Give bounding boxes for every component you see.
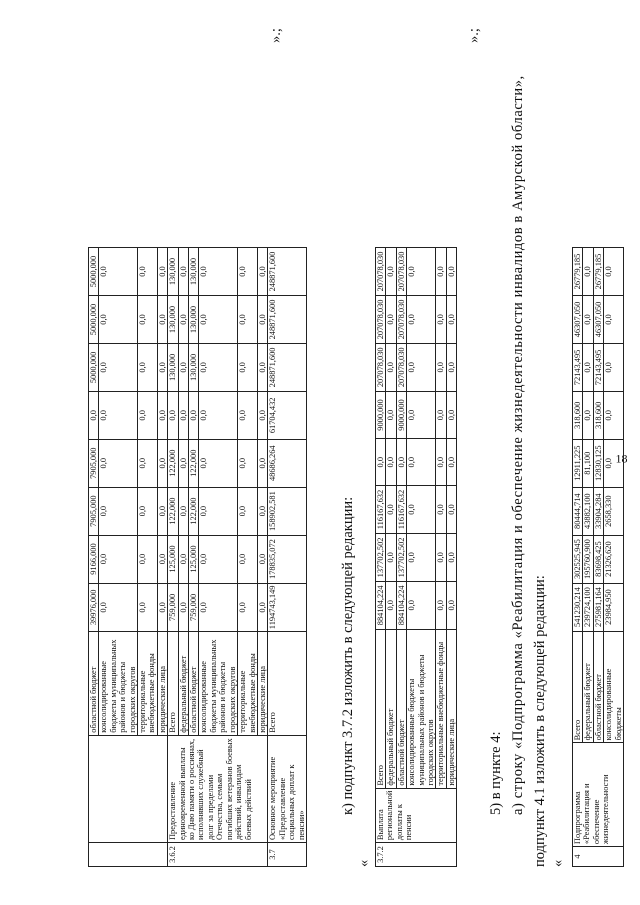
value-cell: 0,0 bbox=[407, 486, 436, 534]
value-cell: 0,0 bbox=[178, 583, 188, 632]
value-cell: 0,0 bbox=[157, 535, 167, 583]
funding-source: территориальные внебюджетные фонды bbox=[138, 632, 158, 736]
value-cell: 0,0 bbox=[446, 486, 456, 534]
value-cell: 130,000 bbox=[189, 296, 199, 344]
item-number: 4 bbox=[573, 847, 624, 867]
table-row bbox=[573, 248, 583, 867]
funding-source: юридические лица bbox=[257, 632, 267, 736]
table-row bbox=[446, 248, 456, 867]
value-cell: 5000,000 bbox=[89, 343, 99, 391]
value-cell: 0,0 bbox=[436, 486, 446, 534]
value-cell: 0,0 bbox=[407, 295, 436, 343]
value-cell: 0,0 bbox=[138, 296, 158, 344]
value-cell: 0,0 bbox=[386, 295, 396, 343]
value-cell: 7905,000 bbox=[89, 487, 99, 535]
funding-source: областной бюджет bbox=[396, 629, 406, 788]
funding-source: консолидированные бюджеты bbox=[604, 631, 624, 743]
item-name bbox=[89, 735, 168, 842]
value-cell: 0,0 bbox=[138, 343, 158, 391]
item-number: 3.7 bbox=[268, 843, 307, 867]
value-cell: 884104,224 bbox=[376, 581, 386, 629]
value-cell: 0,0 bbox=[407, 391, 436, 439]
value-cell: 122,000 bbox=[168, 439, 178, 487]
value-cell: 137702,502 bbox=[396, 533, 406, 581]
funding-source: Всего bbox=[168, 632, 178, 736]
value-cell: 239724,100 bbox=[583, 583, 593, 631]
funding-source: федеральный бюджет bbox=[178, 632, 188, 736]
item-number: 3.6.2 bbox=[168, 843, 268, 867]
quote-open: « bbox=[356, 859, 372, 867]
table-row bbox=[436, 248, 446, 867]
value-cell: 23984,950 bbox=[604, 583, 624, 631]
value-cell: 0,0 bbox=[604, 439, 624, 487]
value-cell: 0,0 bbox=[199, 487, 238, 535]
value-cell: 248871,600 bbox=[268, 343, 307, 391]
value-cell: 130,000 bbox=[189, 248, 199, 296]
value-cell: 137702,502 bbox=[376, 533, 386, 581]
value-cell: 0,0 bbox=[446, 533, 456, 581]
value-cell: 33904,284 bbox=[593, 487, 603, 535]
value-cell: 0,0 bbox=[138, 248, 158, 296]
funding-source: областной бюджет bbox=[593, 631, 603, 743]
value-cell: 0,0 bbox=[446, 248, 456, 296]
value-cell: 0,0 bbox=[436, 248, 446, 296]
value-cell: 759,000 bbox=[189, 583, 199, 632]
value-cell: 0,0 bbox=[238, 487, 258, 535]
value-cell: 0,0 bbox=[257, 583, 267, 632]
item-name: Предоставление единовременной выплаты ко Дню памяти о россиянах, исполнявших служебный долг за пределами Отечества, семьям погибших ветеранов боевых действий, инвалидам боевых действий bbox=[168, 735, 268, 842]
value-cell: 9000,000 bbox=[396, 391, 406, 439]
value-cell: 0,0 bbox=[99, 583, 138, 632]
value-cell: 83698,425 bbox=[593, 535, 603, 583]
value-cell: 0,0 bbox=[99, 248, 138, 296]
funding-source: Всего bbox=[268, 632, 307, 736]
value-cell: 125,000 bbox=[189, 535, 199, 583]
value-cell: 0,0 bbox=[157, 296, 167, 344]
value-cell: 0,0 bbox=[99, 391, 138, 439]
value-cell: 1194743,149 bbox=[268, 583, 307, 632]
value-cell: 0,0 bbox=[189, 391, 199, 439]
value-cell: 5000,000 bbox=[89, 248, 99, 296]
value-cell: 0,0 bbox=[138, 391, 158, 439]
value-cell: 0,0 bbox=[178, 535, 188, 583]
value-cell: 0,0 bbox=[436, 295, 446, 343]
paragraph-k: к) подпункт 3.7.2 изложить в следующей редакции: bbox=[340, 496, 356, 815]
value-cell: 0,0 bbox=[386, 533, 396, 581]
value-cell: 0,0 bbox=[446, 295, 456, 343]
value-cell: 0,0 bbox=[436, 391, 446, 439]
value-cell: 0,0 bbox=[199, 296, 238, 344]
value-cell: 0,0 bbox=[386, 486, 396, 534]
value-cell: 46307,050 bbox=[573, 296, 583, 344]
item-name: Подпрограмма «Реабилитация и обеспечение жизнедеятельности bbox=[573, 743, 624, 847]
value-cell: 122,000 bbox=[189, 439, 199, 487]
value-cell: 0,0 bbox=[407, 533, 436, 581]
value-cell: 158902,581 bbox=[268, 487, 307, 535]
funding-source: Всего bbox=[376, 629, 386, 788]
value-cell: 0,0 bbox=[583, 343, 593, 391]
value-cell: 207078,030 bbox=[396, 248, 406, 296]
paragraph-5: 5) в пункте 4: bbox=[488, 731, 504, 815]
value-cell: 0,0 bbox=[583, 391, 593, 439]
value-cell: 178835,072 bbox=[268, 535, 307, 583]
value-cell: 0,0 bbox=[99, 487, 138, 535]
item-name: Выплата региональной доплаты к пенсии bbox=[376, 788, 457, 842]
value-cell: 0,0 bbox=[199, 535, 238, 583]
value-cell: 0,0 bbox=[199, 391, 238, 439]
value-cell: 0,0 bbox=[407, 343, 436, 391]
value-cell: 0,0 bbox=[376, 439, 386, 486]
value-cell: 26779,185 bbox=[573, 248, 583, 296]
value-cell: 0,0 bbox=[446, 391, 456, 439]
funding-source: Всего bbox=[573, 631, 583, 743]
value-cell: 12830,125 bbox=[593, 439, 603, 487]
value-cell: 0,0 bbox=[238, 439, 258, 487]
value-cell: 0,0 bbox=[407, 581, 436, 629]
value-cell: 116167,632 bbox=[396, 486, 406, 534]
table-row bbox=[168, 248, 178, 867]
funding-source: консолидированные бюджеты муниципальных районов и бюджеты городских округов bbox=[407, 629, 436, 788]
value-cell: 0,0 bbox=[238, 296, 258, 344]
value-cell: 0,0 bbox=[583, 296, 593, 344]
value-cell: 0,0 bbox=[168, 391, 178, 439]
value-cell: 207078,030 bbox=[396, 295, 406, 343]
value-cell: 0,0 bbox=[157, 487, 167, 535]
value-cell: 0,0 bbox=[138, 487, 158, 535]
value-cell: 207078,030 bbox=[396, 343, 406, 391]
value-cell: 0,0 bbox=[178, 487, 188, 535]
value-cell: 0,0 bbox=[199, 248, 238, 296]
value-cell: 46307,050 bbox=[593, 296, 603, 344]
value-cell: 0,0 bbox=[446, 439, 456, 486]
funding-source: федеральный бюджет bbox=[583, 631, 593, 743]
value-cell: 5000,000 bbox=[89, 296, 99, 344]
value-cell: 207078,030 bbox=[376, 248, 386, 296]
value-cell: 0,0 bbox=[407, 248, 436, 296]
value-cell: 0,0 bbox=[386, 343, 396, 391]
value-cell: 81,100 bbox=[583, 439, 593, 487]
value-cell: 130,000 bbox=[189, 343, 199, 391]
item-name: Основное мероприятие «Предоставление социальных доплат к пенсии» bbox=[268, 735, 307, 842]
value-cell: 0,0 bbox=[178, 296, 188, 344]
table2-close-quote: ».; bbox=[466, 28, 482, 43]
value-cell: 884104,224 bbox=[396, 581, 406, 629]
funding-source: территориальные внебюджетные фонды bbox=[238, 632, 258, 736]
value-cell: 0,0 bbox=[178, 439, 188, 487]
funding-table-4 bbox=[572, 247, 624, 867]
value-cell: 9000,000 bbox=[376, 391, 386, 439]
value-cell: 0,0 bbox=[157, 583, 167, 632]
value-cell: 248871,600 bbox=[268, 296, 307, 344]
value-cell: 130,000 bbox=[168, 343, 178, 391]
funding-source: юридические лица bbox=[446, 629, 456, 788]
value-cell: 9166,000 bbox=[89, 535, 99, 583]
value-cell: 61704,432 bbox=[268, 391, 307, 439]
value-cell: 0,0 bbox=[604, 248, 624, 296]
value-cell: 0,0 bbox=[446, 343, 456, 391]
page-number: 18 bbox=[615, 451, 628, 466]
table-row bbox=[376, 248, 386, 867]
value-cell: 2658,330 bbox=[604, 487, 624, 535]
value-cell: 80444,714 bbox=[573, 487, 583, 535]
value-cell: 0,0 bbox=[157, 439, 167, 487]
value-cell: 130,000 bbox=[168, 296, 178, 344]
item-number: 3.7.2 bbox=[376, 843, 457, 867]
value-cell: 0,0 bbox=[396, 439, 406, 486]
value-cell: 72143,495 bbox=[573, 343, 583, 391]
value-cell: 0,0 bbox=[199, 583, 238, 632]
value-cell: 0,0 bbox=[257, 248, 267, 296]
funding-source: консолидированные бюджеты муниципальных районов и бюджеты городских округов bbox=[99, 632, 138, 736]
value-cell: 0,0 bbox=[436, 439, 446, 486]
value-cell: 0,0 bbox=[604, 391, 624, 439]
value-cell: 0,0 bbox=[238, 535, 258, 583]
value-cell: 0,0 bbox=[238, 391, 258, 439]
funding-source: областной бюджет bbox=[89, 632, 99, 736]
value-cell: 26779,185 bbox=[593, 248, 603, 296]
value-cell: 43882,100 bbox=[583, 487, 593, 535]
funding-source: консолидированные бюджеты муниципальных районов и бюджеты городских округов bbox=[199, 632, 238, 736]
table-row bbox=[396, 248, 406, 867]
value-cell: 130,000 bbox=[168, 248, 178, 296]
value-cell: 0,0 bbox=[178, 248, 188, 296]
funding-table-372 bbox=[375, 247, 457, 867]
value-cell: 0,0 bbox=[257, 296, 267, 344]
funding-source: юридические лица bbox=[157, 632, 167, 736]
value-cell: 7905,000 bbox=[89, 439, 99, 487]
value-cell: 248871,600 bbox=[268, 248, 307, 296]
value-cell: 0,0 bbox=[199, 439, 238, 487]
value-cell: 318,600 bbox=[593, 391, 603, 439]
value-cell: 0,0 bbox=[99, 343, 138, 391]
value-cell: 0,0 bbox=[157, 391, 167, 439]
funding-source: федеральный бюджет bbox=[386, 629, 396, 788]
value-cell: 0,0 bbox=[238, 343, 258, 391]
value-cell: 0,0 bbox=[238, 248, 258, 296]
value-cell: 0,0 bbox=[604, 296, 624, 344]
paragraph-a-line2: подпункт 4.1 изложить в следующей редакции: bbox=[532, 575, 548, 867]
value-cell: 0,0 bbox=[407, 439, 436, 486]
value-cell: 0,0 bbox=[99, 535, 138, 583]
value-cell: 275981,164 bbox=[593, 583, 603, 631]
value-cell: 122,000 bbox=[168, 487, 178, 535]
value-cell: 0,0 bbox=[99, 439, 138, 487]
value-cell: 122,000 bbox=[189, 487, 199, 535]
value-cell: 759,000 bbox=[168, 583, 178, 632]
value-cell: 0,0 bbox=[386, 439, 396, 486]
value-cell: 0,0 bbox=[199, 343, 238, 391]
value-cell: 0,0 bbox=[604, 343, 624, 391]
funding-source: территориальные внебюджетные фонды bbox=[436, 629, 446, 788]
value-cell: 39976,000 bbox=[89, 583, 99, 632]
value-cell: 0,0 bbox=[138, 439, 158, 487]
value-cell: 207078,030 bbox=[376, 343, 386, 391]
value-cell: 0,0 bbox=[157, 248, 167, 296]
value-cell: 0,0 bbox=[257, 535, 267, 583]
value-cell: 0,0 bbox=[436, 581, 446, 629]
value-cell: 12911,225 bbox=[573, 439, 583, 487]
table-row bbox=[89, 248, 99, 867]
value-cell: 0,0 bbox=[446, 581, 456, 629]
value-cell: 0,0 bbox=[138, 583, 158, 632]
value-cell: 0,0 bbox=[89, 391, 99, 439]
funding-source: областной бюджет bbox=[189, 632, 199, 736]
value-cell: 0,0 bbox=[99, 296, 138, 344]
value-cell: 21326,620 bbox=[604, 535, 624, 583]
value-cell: 0,0 bbox=[178, 391, 188, 439]
quote-open-2: « bbox=[550, 859, 566, 867]
value-cell: 0,0 bbox=[178, 343, 188, 391]
value-cell: 0,0 bbox=[583, 248, 593, 296]
value-cell: 0,0 bbox=[138, 535, 158, 583]
value-cell: 0,0 bbox=[386, 581, 396, 629]
table-row bbox=[407, 248, 436, 867]
value-cell: 318,600 bbox=[573, 391, 583, 439]
table1-close-quote: ».; bbox=[268, 28, 284, 43]
value-cell: 0,0 bbox=[257, 391, 267, 439]
funding-table-top bbox=[88, 247, 307, 867]
value-cell: 0,0 bbox=[386, 248, 396, 296]
value-cell: 48686,264 bbox=[268, 439, 307, 487]
value-cell: 116167,632 bbox=[376, 486, 386, 534]
value-cell: 0,0 bbox=[257, 439, 267, 487]
value-cell: 302525,945 bbox=[573, 535, 583, 583]
paragraph-a-line1: а) строку «Подпрограмма «Реабилитация и обеспечение жизнедеятельности инвалидов в Амурской области», bbox=[510, 75, 526, 815]
table-row bbox=[386, 248, 396, 867]
value-cell: 0,0 bbox=[238, 583, 258, 632]
value-cell: 0,0 bbox=[157, 343, 167, 391]
value-cell: 541230,214 bbox=[573, 583, 583, 631]
value-cell: 125,000 bbox=[168, 535, 178, 583]
value-cell: 0,0 bbox=[436, 533, 446, 581]
value-cell: 0,0 bbox=[257, 343, 267, 391]
value-cell: 0,0 bbox=[257, 487, 267, 535]
value-cell: 0,0 bbox=[386, 391, 396, 439]
table-row bbox=[268, 248, 307, 867]
item-number bbox=[89, 843, 168, 867]
value-cell: 207078,030 bbox=[376, 295, 386, 343]
value-cell: 0,0 bbox=[436, 343, 446, 391]
value-cell: 195760,900 bbox=[583, 535, 593, 583]
value-cell: 72143,495 bbox=[593, 343, 603, 391]
